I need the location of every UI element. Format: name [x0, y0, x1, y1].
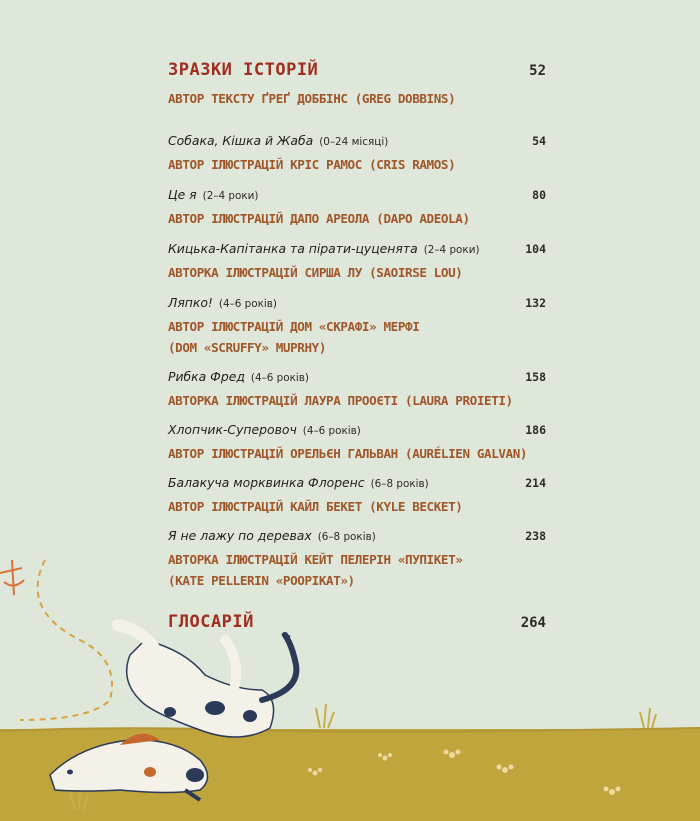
story-title: Балакуча морквинка Флоренс	[168, 475, 365, 490]
flag-decoration	[0, 560, 24, 595]
story-title: Собака, Кішка й Жаба	[168, 133, 314, 148]
story-title: Це я	[168, 187, 197, 202]
page-number: 132	[525, 296, 546, 310]
section-title: ЗРАЗКИ ІСТОРІЙ	[168, 60, 319, 80]
glossary-heading	[168, 612, 546, 632]
page-number: 104	[525, 242, 546, 256]
age-range: (6–8 років)	[370, 478, 429, 490]
story-title: Рибка Фред	[168, 369, 245, 384]
toc-entry	[168, 419, 546, 464]
age-range: (2–4 роки)	[423, 244, 480, 256]
story-title: Кицька-Капітанка та пірати-цуценята	[168, 241, 418, 256]
illustrator-credit: АВТОР ІЛЮСТРАЦІЙ ДАПО АРЕОЛА (DAPO ADEOLA)	[168, 211, 470, 226]
illustrator-credit: АВТОРКА ІЛЮСТРАЦІЙ КЕЙТ ПЕЛЕРІН «ПУПІКЕТ»	[168, 552, 463, 567]
table-of-contents	[168, 60, 546, 632]
story-title: Я не лажу по деревах	[168, 528, 312, 543]
dog-illustration	[118, 625, 296, 737]
ground	[0, 729, 700, 821]
illustrator-credit-line2: (DOM «SCRUFFY» MUPRHY)	[168, 340, 327, 355]
motion-trail	[20, 560, 112, 720]
age-range: (4–6 років)	[218, 298, 277, 310]
toc-entry	[168, 472, 546, 517]
glossary-title: ГЛОСАРІЙ	[168, 612, 254, 632]
section-page-number: 52	[529, 63, 546, 79]
age-range: (0–24 місяці)	[319, 136, 389, 148]
page-number: 80	[532, 188, 546, 202]
puppy-illustration	[50, 734, 208, 800]
illustrator-credit: АВТОРКА ІЛЮСТРАЦІЙ ЛАУРА ПРООЄТІ (LAURA PROIETI)	[168, 393, 513, 408]
toc-entry	[168, 292, 546, 358]
page-number: 214	[525, 476, 546, 490]
age-range: (4–6 років)	[302, 425, 361, 437]
page-number: 186	[525, 423, 546, 437]
flower-decoration	[308, 750, 621, 796]
toc-entry	[168, 525, 546, 591]
toc-entry	[168, 238, 546, 283]
illustrator-credit: АВТОР ІЛЮСТРАЦІЙ ОРЕЛЬЄН ГАЛЬВАН (AURÉLIEN GALVAN)	[168, 446, 528, 461]
page-number: 158	[525, 370, 546, 384]
page-number: 54	[532, 134, 546, 148]
illustrator-credit: АВТОРКА ІЛЮСТРАЦІЙ СИРША ЛУ (SAOIRSE LOU)	[168, 265, 463, 280]
illustrator-credit: АВТОР ІЛЮСТРАЦІЙ КАЙЛ БЕКЕТ (KYLE BECKET)	[168, 499, 463, 514]
section-heading	[168, 60, 546, 80]
illustrator-credit-line2: (KATE PELLERIN «POOPIKAT»)	[168, 573, 355, 588]
story-title: Хлопчик-Суперовоч	[168, 422, 297, 437]
glossary-page-number: 264	[520, 615, 546, 631]
page-number: 238	[525, 529, 546, 543]
illustrator-credit: АВТОР ІЛЮСТРАЦІЙ ДОМ «СКРАФІ» МЕРФІ	[168, 319, 420, 334]
section-author: АВТОР ТЕКСТУ ҐРЕҐ ДОББІНС (GREG DOBBINS)	[168, 91, 456, 106]
story-title: Ляпко!	[168, 295, 213, 310]
grass-decoration	[70, 704, 656, 810]
illustrator-credit: АВТОР ІЛЮСТРАЦІЙ КРІС РАМОС (CRIS RAMOS)	[168, 157, 456, 172]
age-range: (2–4 роки)	[202, 190, 259, 202]
age-range: (6–8 років)	[317, 531, 376, 543]
toc-entry	[168, 366, 546, 411]
age-range: (4–6 років)	[250, 372, 309, 384]
toc-entry	[168, 130, 546, 175]
toc-entry	[168, 184, 546, 229]
